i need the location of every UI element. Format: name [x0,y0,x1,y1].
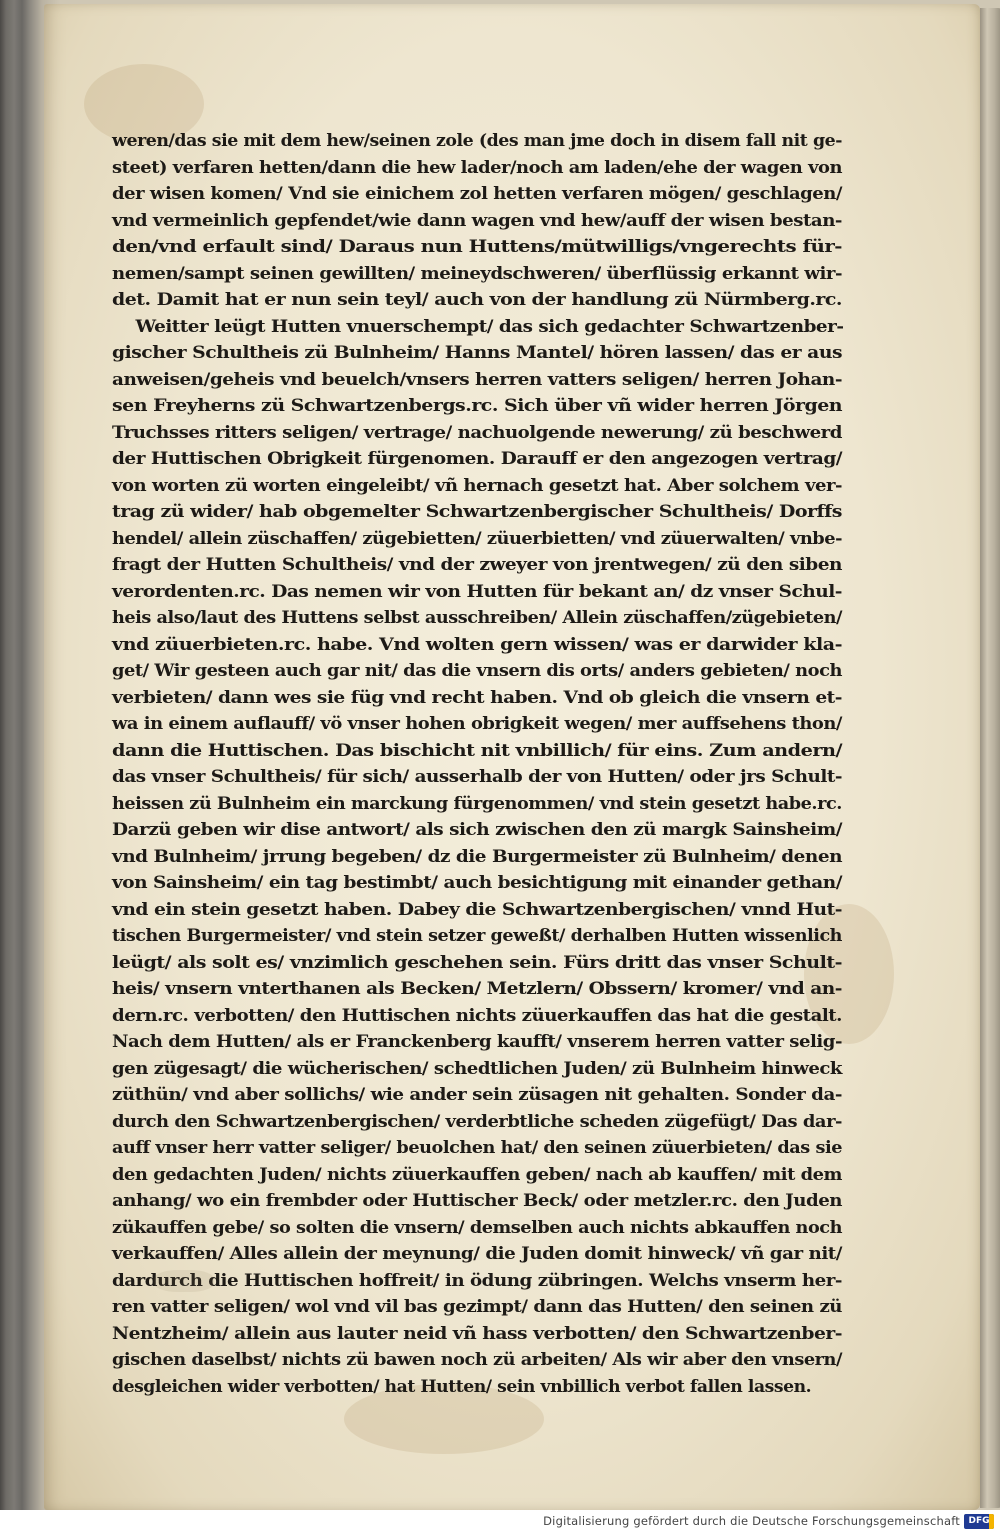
text-line: hendel/ allein züschaffen/ zügebietten/ züuerbietten/ vnd züuerwalten/ vnbe- [112,528,843,549]
text-line: weren/das sie mit dem hew/seinen zole (des man jme doch in disem fall nit ge- [112,131,842,151]
text-line: get/ Wir gesteen auch gar nit/ das die vnsern dis orts/ anders gebieten/ noch [112,661,842,681]
text-line: trag zü wider/ hab obgemelter Schwartzenbergischer Schultheis/ Dorffs [112,502,842,522]
body-text [112,128,842,1400]
text-line: vnd Bulnheim/ jrrung begeben/ dz die Burgermeister zü Bulnheim/ denen [112,846,842,867]
text-line: den gedachten Juden/ nichts züuerkauffen geben/ nach ab kauffen/ mit dem [112,1164,843,1185]
text-line: von worten zü worten eingeleibt/ vñ hernach gesetzt hat. Aber solchem ver- [112,475,843,496]
text-line: gischen daselbst/ nichts zü bawen noch zü arbeiten/ Als wir aber den vnsern/ [112,1350,842,1370]
text-line: Nach dem Hutten/ als er Franckenberg kaufft/ vnserem herren vatter selig- [112,1032,842,1052]
dfg-logo [964,1514,994,1529]
text-line: vnd ein stein gesetzt haben. Dabey die Schwartzenbergischen/ vnnd Hut- [112,899,843,920]
text-line: vnd vermeinlich gepfendet/wie dann wagen vnd hew/auff der wisen bestan- [112,210,843,231]
text-line: der Huttischen Obrigkeit fürgenomen. Darauff er den angezogen vertrag/ [112,449,843,469]
text-line: Truchsses ritters seligen/ vertrage/ nachuolgende newerung/ zü beschwerd [112,422,842,443]
text-line: gischer Schultheis zü Bulnheim/ Hanns Mantel/ hören lassen/ das er aus [112,343,843,363]
text-line: gen zügesagt/ die wücherischen/ schedtlichen Juden/ zü Bulnheim hinweck [112,1058,843,1079]
text-line: züthün/ vnd aber sollichs/ wie ander sein züsagen nit gehalten. Sonder da- [112,1085,842,1105]
text-line: vnd züuerbieten.rc. habe. Vnd wolten gern wissen/ was er darwider kla- [112,634,843,655]
text-line: auff vnser herr vatter seliger/ beuolchen hat/ den seinen züuerbieten/ das sie [112,1138,843,1158]
text-line: ren vatter seligen/ wol vnd vil bas gezimpt/ dann das Hutten/ den seinen zü [112,1297,843,1317]
text-line: dardurch die Huttischen hoffreit/ in ödung zübringen. Welchs vnserm her- [112,1270,842,1291]
text-line: verbieten/ dann wes sie füg vnd recht haben. Vnd ob gleich die vnsern et- [112,687,843,708]
text-line: verkauffen/ Alles allein der meynung/ die Juden domit hinweck/ vñ gar nit/ [112,1244,842,1264]
text-line: desgleichen wider verbotten/ hat Hutten/ sein vnbillich verbot fallen lassen. [112,1376,812,1397]
text-line: steet) verfaren hetten/dann die hew lader/noch am laden/ehe der wagen von [112,157,842,178]
book-page [44,4,980,1510]
text-line: nemen/sampt seinen gewillten/ meineydschweren/ überflüssig erkannt wir- [112,263,843,284]
funding-credit: Digitalisierung gefördert durch die Deutsche Forschungsgemeinschaft [543,1514,960,1528]
page-edge [980,8,1000,1508]
text-line: sen Freyherns zü Schwartzenbergs.rc. Sich über vñ wider herren Jörgen [112,396,843,416]
text-line: det. Damit hat er nun sein teyl/ auch von der handlung zü Nürmberg.rc. [112,290,843,310]
text-line: Nentzheim/ allein aus lauter neid vñ hass verbotten/ den Schwartzenber- [112,1323,842,1344]
text-line: anhang/ wo ein frembder oder Huttischer Beck/ oder metzler.rc. den Juden [112,1191,843,1211]
text-line: verordenten.rc. Das nemen wir von Hutten für bekant an/ dz vnser Schul- [112,581,843,602]
dfg-logo-bar [989,1514,994,1529]
text-line: zükauffen gebe/ so solten die vnsern/ demselben auch nichts abkauffen noch [112,1217,843,1238]
text-line: heissen zü Bulnheim ein marckung fürgenommen/ vnd stein gesetzt habe.rc. [112,793,842,814]
dfg-logo-text: DFG [968,1516,990,1526]
text-line: heis/ vnsern vnterthanen als Becken/ Metzlern/ Obssern/ kromer/ vnd an- [112,979,842,999]
digitization-footer [0,1510,1000,1532]
text-line: anweisen/geheis vnd beuelch/vnsers herren vatters seligen/ herren Johan- [112,369,843,390]
text-line: durch den Schwartzenbergischen/ verderbtliche scheden zügefügt/ Das dar- [112,1111,843,1132]
text-line: der wisen komen/ Vnd sie einichem zol hetten verfaren mögen/ geschlagen/ [112,184,842,204]
text-line: dann die Huttischen. Das bischicht nit vnbillich/ für eins. Zum andern/ [112,740,843,761]
text-line: fragt der Hutten Schultheis/ vnd der zweyer von jrentwegen/ zü den siben [112,555,842,575]
text-line: heis also/laut des Huttens selbst ausschreiben/ Allein züschaffen/zügebieten/ [112,608,843,628]
text-line: leügt/ als solt es/ vnzimlich geschehen sein. Fürs dritt das vnser Schult- [112,952,842,973]
text-line: tischen Burgermeister/ vnd stein setzer geweßt/ derhalben Hutten wissenlich [112,926,842,946]
text-line: Darzü geben wir dise antwort/ als sich zwischen den zü margk Sainsheim/ [112,820,842,840]
text-line: von Sainsheim/ ein tag bestimbt/ auch besichtigung mit einander gethan/ [112,873,842,893]
text-line: wa in einem auflauff/ vö vnser hohen obrigkeit wegen/ mer auffsehens thon/ [112,714,843,734]
text-line: dern.rc. verbotten/ den Huttischen nichts züuerkauffen das hat die gestalt. [112,1005,843,1026]
ink-smudge [154,1270,214,1292]
text-line: Weitter leügt Hutten vnuerschempt/ das sich gedachter Schwartzenber- [135,316,844,337]
text-line: das vnser Schultheis/ für sich/ ausserhalb der von Hutten/ oder jrs Schult- [112,767,843,787]
text-line: den/vnd erfault sind/ Daraus nun Huttens/mütwilligs/vngerechts für- [112,237,842,257]
